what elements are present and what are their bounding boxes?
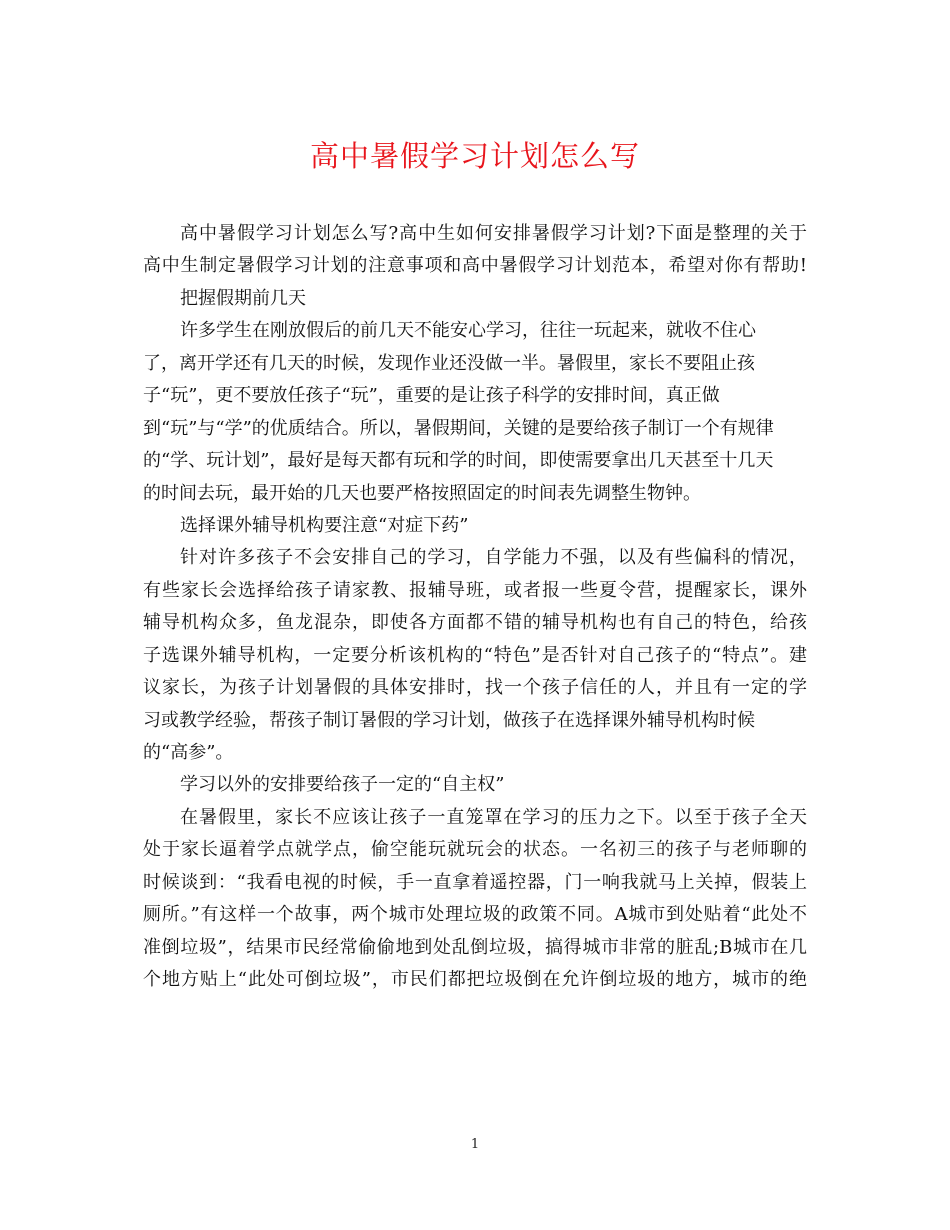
text-line: 议家长，为孩子计划暑假的具体安排时，找一个孩子信任的人，并且有一定的学 — [143, 677, 807, 699]
section-heading: 学习以外的安排要给孩子一定的“自主权” — [180, 774, 505, 796]
text-line: 子“玩”，更不要放任孩子“玩”，重要的是让孩子科学的安排时间，真正做 — [143, 385, 720, 407]
text-line: 高中生制定暑假学习计划的注意事项和高中暑假学习计划范本，希望对你有帮助! — [143, 255, 807, 277]
text-line: 在暑假里，家长不应该让孩子一直笼罩在学习的压力之下。以至于孩子全天 — [180, 806, 807, 828]
text-line: 许多学生在刚放假后的前几天不能安心学习，往往一玩起来，就收不住心 — [180, 320, 756, 342]
text-line: 准倒垃圾”，结果市民经常偷偷地到处乱倒垃圾，搞得城市非常的脏乱;B城市在几 — [143, 936, 807, 958]
text-line: 厕所。”有这样一个故事，两个城市处理垃圾的政策不同。A城市到处贴着“此处不 — [143, 904, 807, 926]
section-heading: 把握假期前几天 — [180, 287, 306, 309]
text-line: 的“学、玩计划”，最好是每天都有玩和学的时间，即使需要拿出几天甚至十几天 — [143, 450, 774, 472]
page-number: 1 — [470, 1137, 480, 1152]
text-line: 个地方贴上“此处可倒垃圾”，市民们都把垃圾倒在允许倒垃圾的地方，城市的绝 — [143, 969, 807, 991]
text-line: 高中暑假学习计划怎么写?高中生如何安排暑假学习计划?下面是整理的关于 — [180, 223, 807, 244]
text-line: 处于家长逼着学点就学点，偷空能玩就玩会的状态。一名初三的孩子与老师聊的 — [143, 839, 807, 861]
section-heading: 选择课外辅导机构要注意“对症下药” — [180, 514, 469, 536]
text-line: 辅导机构众多，鱼龙混杂，即使各方面都不错的辅导机构也有自己的特色，给孩 — [143, 612, 807, 634]
text-line: 了，离开学还有几天的时候，发现作业还没做一半。暑假里，家长不要阻止孩 — [143, 352, 755, 374]
text-line: 针对许多孩子不会安排自己的学习，自学能力不强，以及有些偏科的情况， — [180, 547, 807, 569]
text-line: 习或教学经验，帮孩子制订暑假的学习计划，做孩子在选择课外辅导机构时候 — [143, 709, 755, 731]
text-line: 子选课外辅导机构，一定要分析该机构的“特色”是否针对自己孩子的“特点”。建 — [143, 644, 807, 666]
page-title: 高中暑假学习计划怎么写 — [309, 139, 640, 173]
text-line: 的“高参”。 — [143, 742, 234, 763]
text-line: 的时间去玩，最开始的几天也要严格按照固定的时间表先调整生物钟。 — [143, 482, 701, 504]
text-line: 时候谈到：“我看电视的时候，手一直拿着遥控器，门一响我就马上关掉，假装上 — [143, 871, 807, 893]
text-line: 有些家长会选择给孩子请家教、报辅导班，或者报一些夏令营，提醒家长，课外 — [143, 579, 807, 601]
body-text — [143, 218, 807, 997]
text-line: 到“玩”与“学”的优质结合。所以，暑假期间，关键的是要给孩子制订一个有规律 — [143, 417, 774, 439]
